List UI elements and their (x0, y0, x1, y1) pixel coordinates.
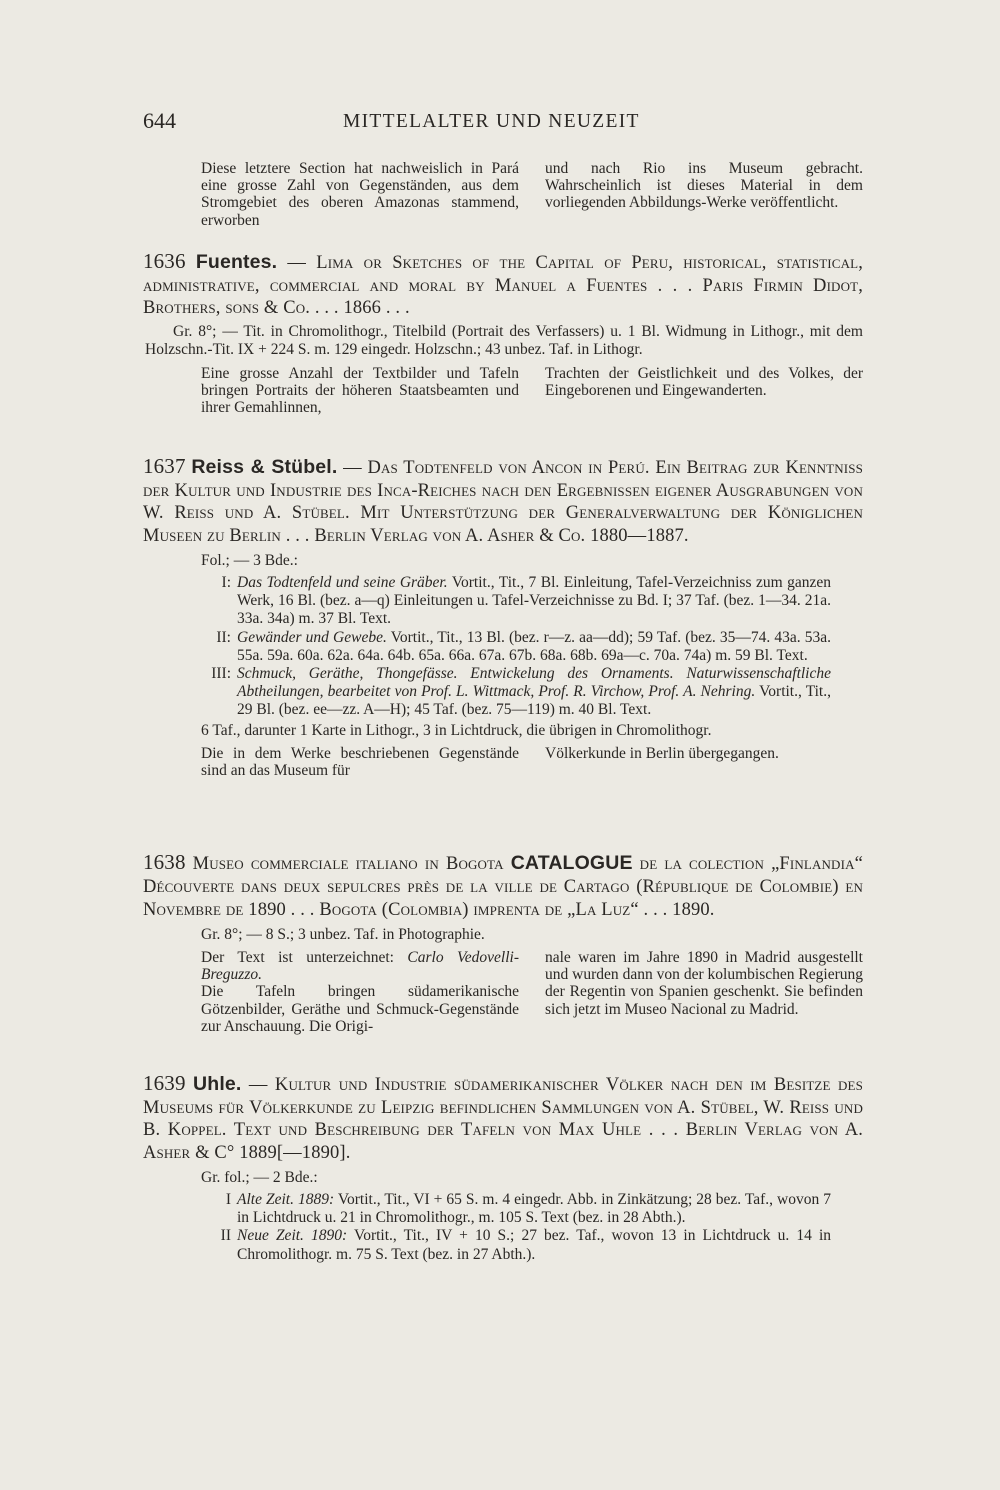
note-right: nale waren im Jahre 1890 in Madrid ausgestellt und wurden dann von der kolumbischen Regierung der Regentin von Spanien geschenkt. Sie befinden sich jetzt im Museo Nacional zu Madrid. (545, 949, 863, 1018)
entry-1636 (143, 250, 863, 416)
volume-text: Vortit., Tit., IV + 10 S.; 27 bez. Taf., wovon 13 in Lichtdruck u. 14 in Chromolithogr. m. 75 S. Text (bez. in 27 Abth.). (237, 1227, 831, 1263)
entry-1637-plates: 6 Taf., darunter 1 Karte in Lithogr., 3 in Lichtdruck, die übrigen in Chromolithogr. (201, 721, 712, 739)
volume-number: I: (221, 574, 231, 591)
entry-number: 1638 (143, 850, 186, 874)
volume-number: I (225, 1191, 231, 1208)
volume-title: Schmuck, Geräthe, Thongefässe. Entwickelung des Ornaments. Naturwissenschaftliche Abtheilungen, bearbeitet von Prof. L. Wittmack, Prof. R. Virchow, Prof. A. Nehring. (237, 665, 831, 701)
entry-number: 1639 (143, 1071, 186, 1095)
entry-author: Reiss & Stübel. (191, 456, 338, 478)
entry-1639-volumes (201, 1191, 863, 1264)
volume-text: Vortit., Tit., VI + 65 S. m. 4 eingedr. Abb. in Zinkätzung; 28 bez. Taf., wovon 7 in Lichtdruck u. 21 in Chromolithogr., m. 105 S. Text (bez. in 28 Abth.). (237, 1191, 831, 1227)
entry-1637-format: Fol.; — 3 Bde.: (201, 552, 298, 569)
entry-title-bold: CATALOGUE (510, 852, 633, 874)
volume-title: Gewänder und Gewebe. (237, 628, 387, 646)
entry-1639-heading (143, 1072, 863, 1164)
entry-1636-note (201, 365, 863, 417)
note-left: Eine grosse Anzahl der Textbilder und Tafeln bringen Portraits der höheren Staatsbeamten und ihrer Gemahlinnen, (201, 364, 519, 416)
entry-1636-description (115, 323, 863, 359)
volume-2 (201, 629, 863, 665)
volume-title: Neue Zeit. 1890: (237, 1227, 348, 1245)
entry-1637-note (201, 745, 863, 779)
volume-number: II: (216, 628, 231, 646)
volume-text: Vortit., Tit., 7 Bl. Einleitung, Tafel-Verzeichniss zum ganzen Werk, 16 Bl. (bez. a—q) Einleitungen u. Tafel-Verzeichnisse zu Bd. I; 37 Taf. (bez. 1—34. 21a. 33a. 34a) m. 37 Bl. Text. (237, 574, 831, 628)
volume-number: II (220, 1227, 231, 1245)
volume-title: Das Todtenfeld und seine Gräber. (237, 574, 448, 591)
entry-1637-volumes (201, 574, 863, 720)
entry-1637-heading (143, 455, 863, 547)
volume-number: III: (211, 665, 231, 683)
volume-text: Vortit., Tit., 29 Bl. (bez. ee—zz. A—H); 45 Taf. (bez. 75—119) m. 40 Bl. Text. (237, 683, 831, 719)
volume-title: Alte Zeit. 1889: (237, 1191, 335, 1208)
running-title: MITTELALTER UND NEUZEIT (343, 111, 640, 132)
note-text: Der Text ist unterzeichnet: (201, 949, 408, 966)
volume-2 (201, 1227, 863, 1263)
entry-1638-heading (143, 851, 863, 922)
note-left (201, 949, 519, 1035)
entry-1638-description: Gr. 8°; — 8 S.; 3 unbez. Taf. in Photographie. (201, 926, 485, 943)
intro-columns (201, 160, 863, 229)
entry-title: — Das Todtenfeld von Ancon in Perú. Ein Beitrag zur Kenntniss der Kultur und Industrie des Inca-Reiches nach den Ergebnissen eigener Ausgrabungen von W. Reiss und A. Stübel. Mit Unterstützung der Generalverwaltung der Königlichen Museen zu Berlin . . . Berlin Verlag von A. Asher & Co. 1880—1887. (143, 458, 863, 546)
note-text-2: Die Tafeln bringen südamerikanische Götzenbilder, Geräthe und Schmuck-Gegenstände zur Anschauung. Die Origi- (201, 983, 519, 1035)
entry-1639 (143, 1072, 863, 1264)
note-signature: Carlo Vedovelli-Breguzzo. (201, 949, 519, 984)
entry-author: Uhle. (193, 1073, 242, 1095)
entry-1636-heading (143, 250, 863, 320)
volume-1 (201, 574, 863, 629)
intro-left: Diese letztere Section hat nachweislich in Pará eine grosse Zahl von Gegenständen, aus dem Stromgebiet des oberen Amazonas stammend, erworben (201, 160, 519, 229)
volume-3 (201, 665, 863, 720)
entry-title-prefix: Museo commerciale italiano in Bogota (192, 854, 511, 874)
volume-1 (201, 1191, 863, 1227)
entry-1637 (143, 455, 863, 779)
note-left: Die in dem Werke beschriebenen Gegenstände sind an das Museum für (201, 744, 519, 779)
entry-description: Gr. 8°; — Tit. in Chromolithogr., Titelbild (Portrait des Verfassers) u. 1 Bl. Widmung in Lithogr., mit dem Holzschn.-Tit. IX + 224 S. m. 129 eingedr. Holzschn.; 43 unbez. Taf. in Lithogr. (145, 322, 863, 358)
entry-number: 1636 (143, 249, 186, 273)
note-right: Trachten der Geistlichkeit und des Volkes, der Eingeborenen und Eingewanderten. (545, 364, 863, 399)
note-right: Völkerkunde in Berlin übergegangen. (545, 744, 779, 762)
entry-number: 1637 (143, 454, 186, 478)
entry-1638-note (201, 949, 863, 1035)
entry-title: — Lima or Sketches of the Capital of Peru, historical, statistical, administrative, commercial and moral by Manuel a Fuentes . . . Paris Firmin Didot, Brothers, sons & Co. . . . 1866 . . . (143, 253, 864, 318)
entry-title: — Kultur und Industrie südamerikanischer Völker nach den im Besitze des Museums für Völkerkunde zu Leipzig befindlichen Sammlungen von A. Stübel, W. Reiss und B. Koppel. Text und Beschreibung der Tafeln von Max Uhle . . . Berlin Verlag von A. Asher & C° 1889[—1890]. (143, 1075, 864, 1163)
entry-1639-format: Gr. fol.; — 2 Bde.: (201, 1169, 318, 1186)
entry-author: Fuentes. (195, 251, 278, 273)
entry-title: de la colection „Finlandia“ Découverte dans deux sepulcres près de la ville de Cartago (République de Colombie) en Novembre de 1890 . . . Bogota (Colombia) imprenta de „La Luz“ . . . 1890. (143, 854, 863, 920)
intro-right: und nach Rio ins Museum gebracht. Wahrscheinlich ist dieses Material in dem vorliegenden Abbildungs-Werke veröffentlicht. (545, 160, 863, 212)
page-number: 644 (143, 108, 176, 133)
volume-text: Vortit., Tit., 13 Bl. (bez. r—z. aa—dd); 59 Taf. (bez. 35—74. 43a. 53a. 55a. 59a. 60a. 62a. 64a. 64b. 65a. 66a. 67a. 67b. 68a. 68b. 69a—c. 70a. 74a) m. 59 Bl. Text. (237, 628, 831, 664)
entry-1638 (143, 851, 863, 1035)
